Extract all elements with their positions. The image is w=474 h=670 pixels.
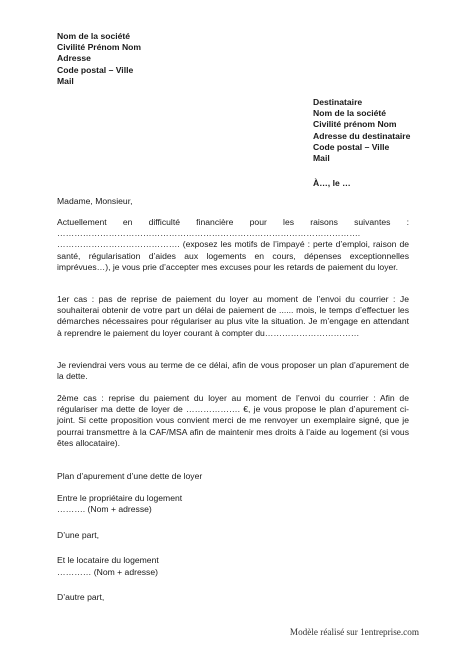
paragraph-case-1-followup: Je reviendrai vers vous au terme de ce délai, afin de vous proposer un plan d’apurement de la dette.: [57, 360, 409, 382]
recipient-company: Nom de la société: [313, 108, 387, 119]
sender-mail: Mail: [57, 75, 74, 86]
owner-line: Entre le propriétaire du logement: [57, 493, 183, 503]
paragraph-case-2: 2ème cas : reprise du paiement du loyer au moment de l’envoi du courrier : Afin de régulariser ma dette de loyer de ………………. €, je vous propose le plan d’apurement ci-joint. Si cette proposition vous convient merci de me renvoyer un exemplaire signé, que je pourrai transmettre à la CAF/MSA afin de maintenir mes droits à l’aide au logement (si vous êtes allocataire).: [57, 393, 409, 448]
paragraph-intro: Actuellement en difficulté financière pour les raisons suivantes : ……………………………………………………………………………………………. ……………………………………. (exposez les motifs de l’impayé : perte d’emploi, raison de santé, régularisation d’aides aux logements en cours, dépenses exceptionnelles imprévues…), je vous prie d’accepter mes excuses pour les retards de paiement du loyer.: [57, 217, 409, 272]
sender-name: Civilité Prénom Nom: [57, 42, 142, 53]
recipient-block: [313, 97, 410, 164]
tenant-fill: ………… (Nom + adresse): [57, 567, 158, 577]
owner-fill: ………. (Nom + adresse): [57, 504, 152, 514]
sender-postal: Code postal – Ville: [57, 64, 134, 75]
recipient-mail: Mail: [313, 153, 330, 164]
paragraph-case-1: 1er cas : pas de reprise de paiement du loyer au moment de l’envoi du courrier : Je souhaiterai obtenir de votre part un délai de paiement de ...... mois, le temps d’effectuer les démarches nécessaires pour régulariser au plus vite la situation. Je m’engage en attendant à reprendre le paiement du loyer courant à compter du……………………………: [57, 294, 409, 338]
salutation: Madame, Monsieur,: [57, 196, 133, 206]
recipient-title: Destinataire: [313, 97, 363, 107]
sender-block: [57, 31, 141, 87]
recipient-name: Civilité prénom Nom: [313, 119, 397, 130]
sender-address: Adresse: [57, 53, 91, 64]
plan-title: Plan d’apurement d’une dette de loyer: [57, 471, 203, 481]
recipient-address: Adresse du destinataire: [313, 130, 411, 141]
footer-credit: Modèle réalisé sur 1entreprise.com: [289, 627, 419, 637]
place-date: À…, le …: [313, 178, 351, 188]
other-part: D’autre part,: [57, 592, 105, 602]
sender-company: Nom de la société: [57, 31, 131, 41]
tenant-line: Et le locataire du logement: [57, 555, 159, 565]
one-part: D’une part,: [57, 530, 100, 540]
recipient-postal: Code postal – Ville: [313, 141, 390, 152]
